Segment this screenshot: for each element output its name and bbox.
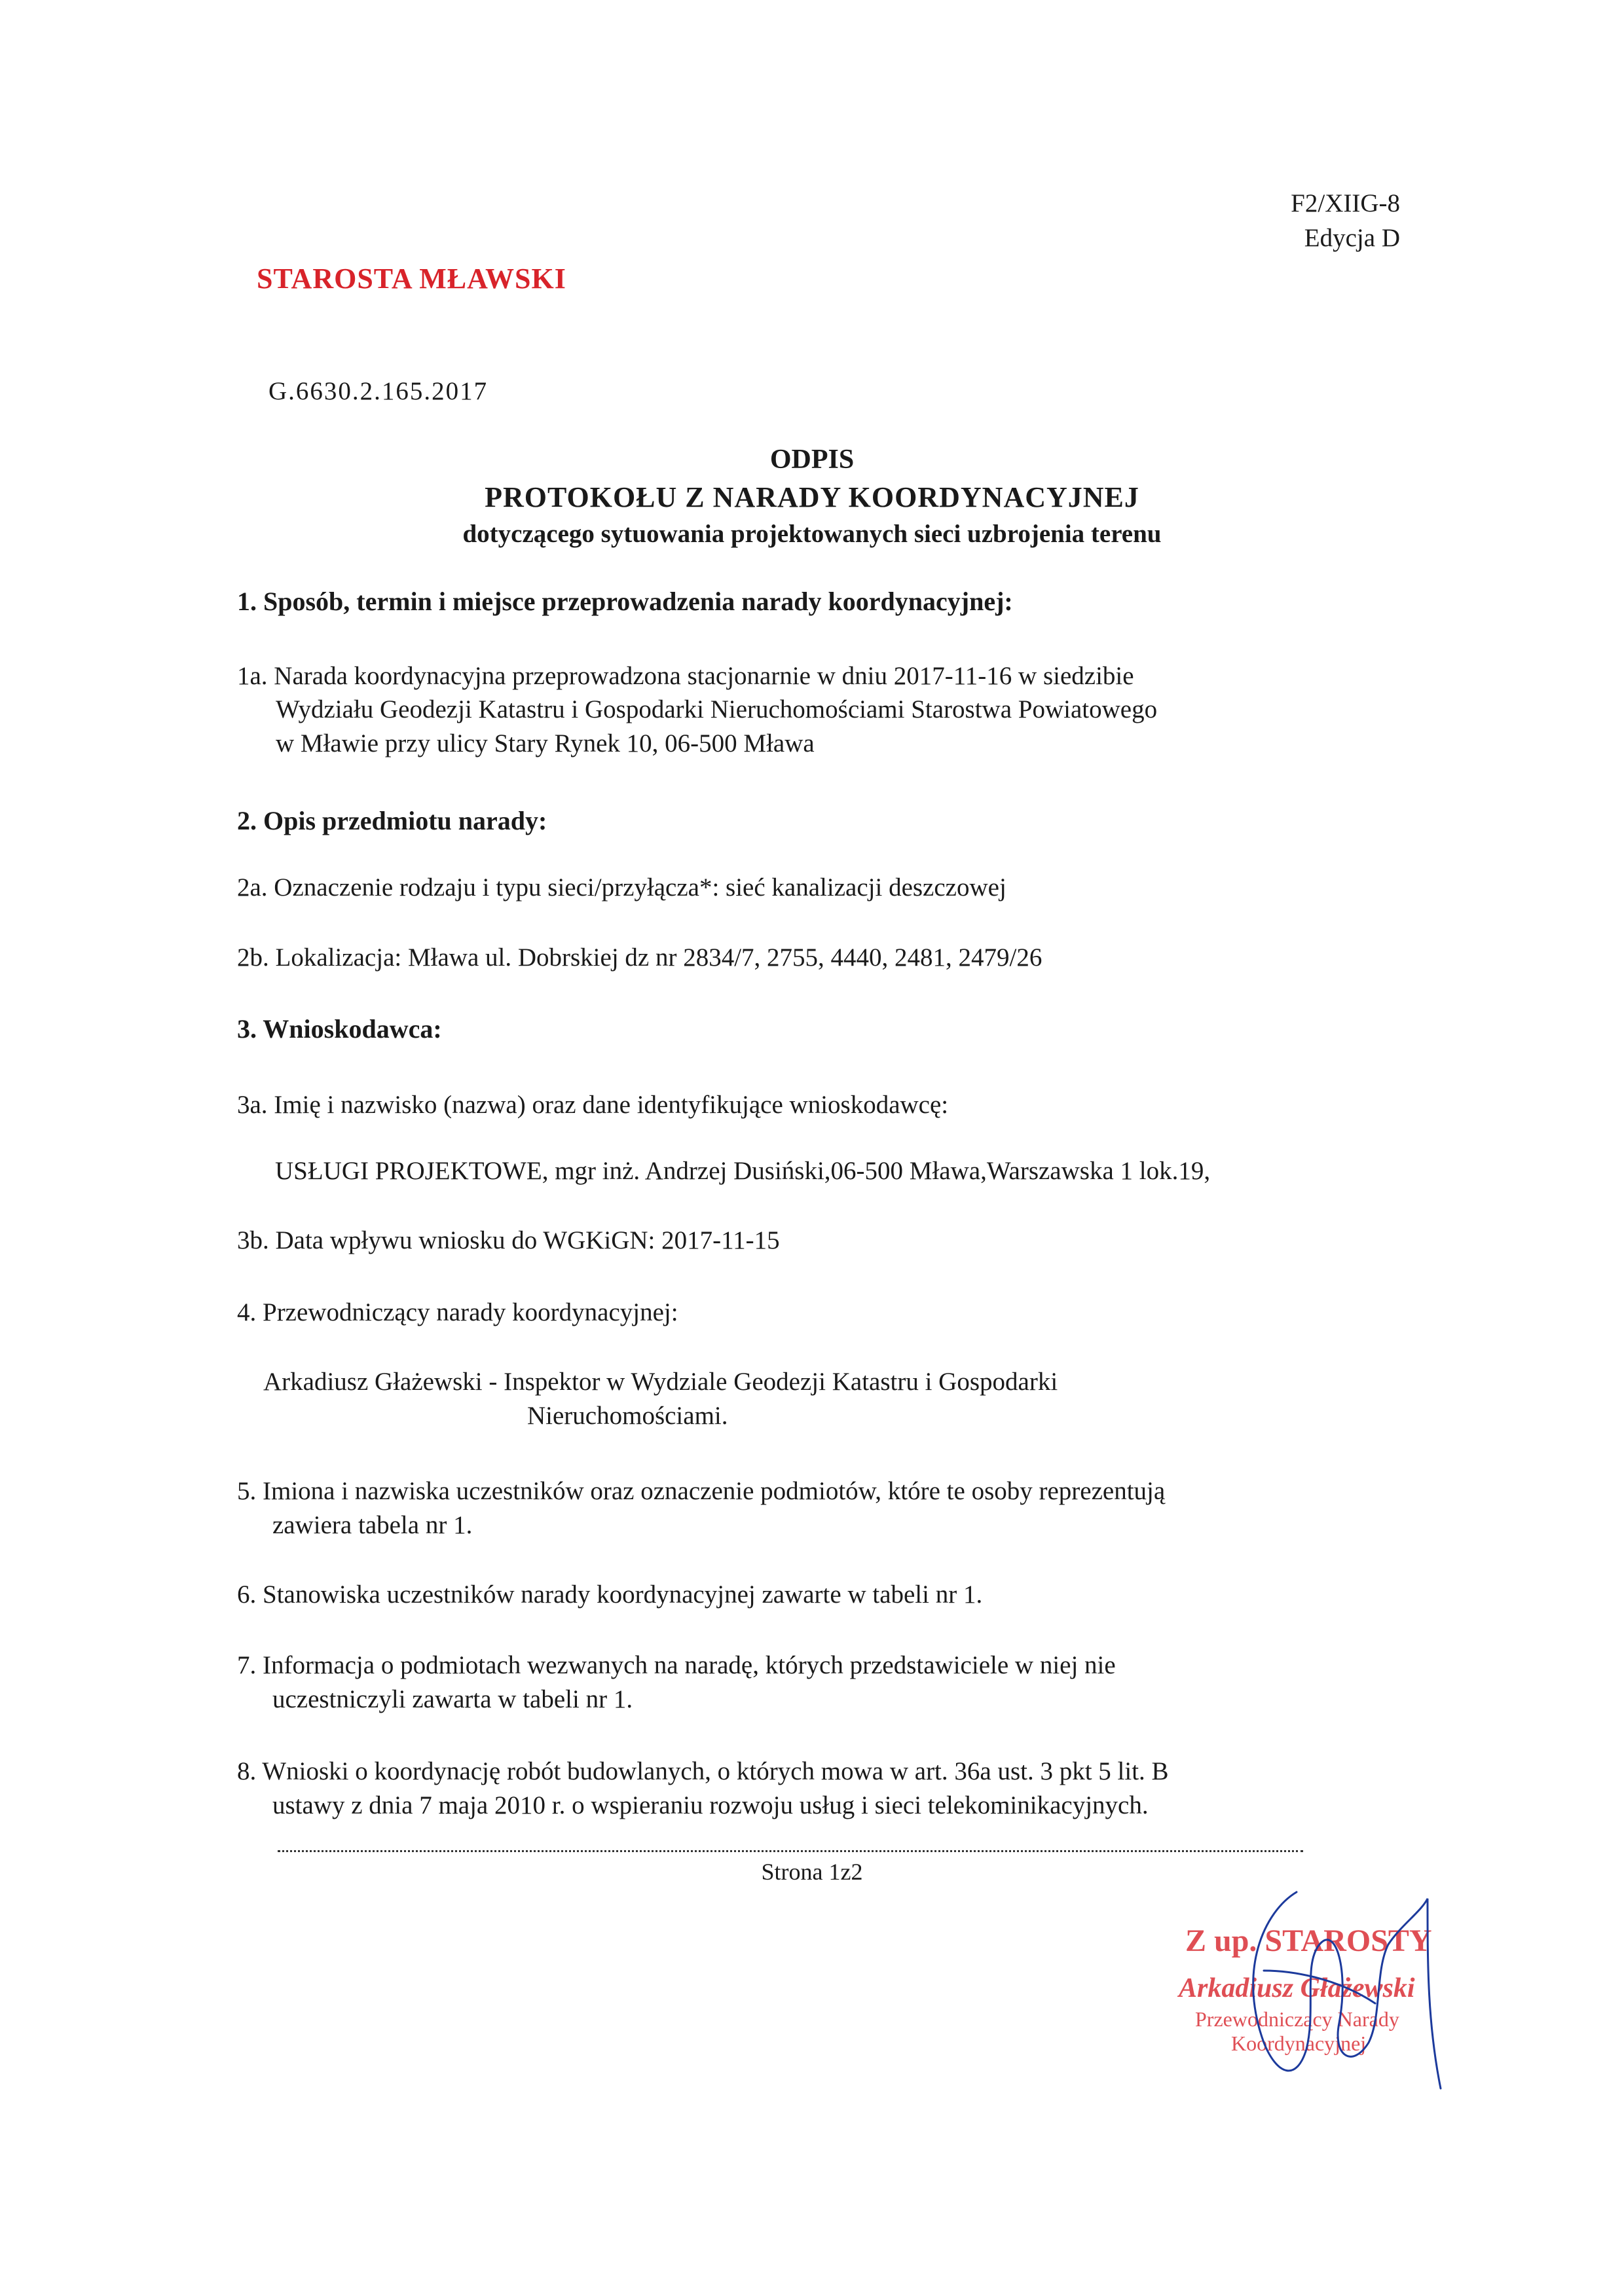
section-5-line1: 5. Imiona i nazwiska uczestników oraz oznaczenie podmiotów, które te osoby reprezentują [237, 1477, 1166, 1505]
section-1a-line1: 1a. Narada koordynacyjna przeprowadzona stacjonarnie w dniu 2017-11-16 w siedzibie [237, 662, 1134, 690]
edition-label: Edycja D [1304, 224, 1400, 252]
section-3a-value: USŁUGI PROJEKTOWE, mgr inż. Andrzej Dusiński,06-500 Mława,Warszawska 1 lok.19, [275, 1157, 1211, 1185]
section-2a: 2a. Oznaczenie rodzaju i typu sieci/przyłącza*: sieć kanalizacji deszczowej [237, 873, 1006, 902]
stamp-line-1: Z up. STAROSTY [1185, 1923, 1432, 1958]
stamp-line-2: Arkadiusz Głażewski [1179, 1973, 1415, 2003]
official-stamp-signature [1166, 1872, 1467, 2108]
section-1-heading: 1. Sposób, termin i miejsce przeprowadzenia narady koordynacyjnej: [237, 587, 1013, 616]
section-3b: 3b. Data wpływu wniosku do WGKiGN: 2017-11-15 [237, 1226, 780, 1254]
section-4: 4. Przewodniczący narady koordynacyjnej: [237, 1298, 678, 1326]
title-protocol: PROTOKOŁU Z NARADY KOORDYNACYJNEJ [485, 481, 1139, 513]
page-number: Strona 1z2 [761, 1859, 863, 1885]
section-3a: 3a. Imię i nazwisko (nazwa) oraz dane identyfikujące wnioskodawcę: [237, 1091, 949, 1119]
section-2b: 2b. Lokalizacja: Mława ul. Dobrskiej dz nr 2834/7, 2755, 4440, 2481, 2479/26 [237, 943, 1043, 972]
case-number: G.6630.2.165.2017 [268, 377, 489, 405]
section-1a-line3: w Mławie przy ulicy Stary Rynek 10, 06-500 Mława [276, 729, 815, 757]
title-copy: ODPIS [769, 445, 855, 475]
section-2-heading: 2. Opis przedmiotu narady: [237, 806, 547, 835]
section-1a-line2: Wydziału Geodezji Katastru i Gospodarki Nieruchomościami Starostwa Powiatowego [276, 695, 1158, 723]
section-6: 6. Stanowiska uczestników narady koordynacyjnej zawarte w tabeli nr 1. [237, 1580, 983, 1609]
stamp-line-4: Koordynacyjnej [1231, 2032, 1367, 2055]
section-8-line1: 8. Wnioski o koordynację robót budowlanych, o których mowa w art. 36a ust. 3 pkt 5 lit. B [237, 1757, 1169, 1785]
dotted-separator [278, 1845, 1303, 1852]
section-8-line2: ustawy z dnia 7 maja 2010 r. o wspieraniu rozwoju usług i sieci telekominikacyjnych. [272, 1791, 1149, 1819]
section-3-heading: 3. Wnioskodawca: [237, 1014, 442, 1044]
form-code: F2/XIIG-8 [1291, 189, 1400, 217]
authority-heading: STAROSTA MŁAWSKI [257, 263, 566, 295]
stamp-line-3: Przewodniczący Narady [1195, 2007, 1399, 2031]
title-subject: dotyczącego sytuowania projektowanych sieci uzbrojenia terenu [462, 520, 1162, 548]
section-4-value-line1: Arkadiusz Głażewski - Inspektor w Wydziale Geodezji Katastru i Gospodarki [263, 1368, 1058, 1396]
section-4-value-line2: Nieruchomościami. [527, 1402, 728, 1430]
section-5-line2: zawiera tabela nr 1. [272, 1511, 473, 1539]
section-7-line1: 7. Informacja o podmiotach wezwanych na naradę, których przedstawiciele w niej nie [237, 1651, 1116, 1679]
section-7-line2: uczestniczyli zawarta w tabeli nr 1. [272, 1685, 633, 1713]
